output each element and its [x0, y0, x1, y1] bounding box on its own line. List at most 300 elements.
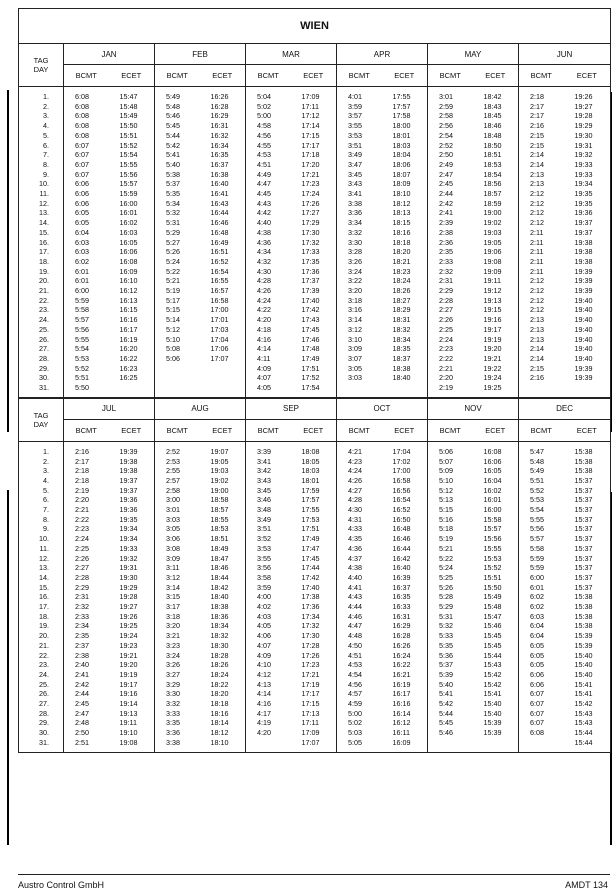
bcmt-time: 2:54 — [439, 130, 453, 140]
ecet-time: 15:43 — [564, 718, 611, 728]
ecet-time — [109, 383, 155, 397]
month-header: FEB — [155, 44, 246, 65]
bcmt-time: 2:38 — [439, 227, 453, 237]
day-column-header — [19, 398, 64, 441]
bcmt-time: 6:04 — [530, 631, 544, 641]
bcmt-time: 2:44 — [439, 189, 453, 199]
bcmt-time: 2:50 — [75, 728, 89, 738]
ecet-time: 17:57 — [291, 495, 337, 505]
day-number: 4. — [19, 476, 64, 486]
ecet-time: 17:48 — [291, 344, 337, 354]
bcmt-time: 2:32 — [75, 602, 89, 612]
bcmt-time: 3:21 — [166, 631, 180, 641]
bcmt-time: 4:16 — [257, 334, 271, 344]
bcmt-time: 2:55 — [166, 466, 180, 476]
ecet-time: 17:14 — [291, 121, 337, 131]
day-number: 20. — [19, 276, 64, 286]
ecet-time: 19:25 — [473, 383, 519, 397]
bcmt-time: 2:38 — [75, 650, 89, 660]
ecet-time: 19:00 — [200, 486, 246, 496]
ecet-time: 16:02 — [109, 218, 155, 228]
bcmt-time: 6:07 — [75, 150, 89, 160]
ecet-time: 18:08 — [291, 441, 337, 456]
bcmt-header: BCMT — [428, 65, 473, 87]
bcmt-time: 4:11 — [257, 353, 271, 363]
bcmt-time: 3:56 — [257, 563, 271, 573]
table-row — [19, 179, 611, 189]
bcmt-time: 6:03 — [75, 237, 89, 247]
bcmt-time: 2:47 — [439, 169, 453, 179]
table-row — [19, 189, 611, 199]
day-number: 11. — [19, 544, 64, 554]
ecet-time: 17:01 — [200, 315, 246, 325]
ecet-time: 16:37 — [382, 583, 428, 593]
bcmt-time — [519, 383, 564, 397]
ecet-time: 15:38 — [564, 441, 611, 456]
ecet-time: 15:41 — [564, 680, 611, 690]
ecet-time: 15:50 — [473, 583, 519, 593]
day-number: 13. — [19, 563, 64, 573]
ecet-time: 16:58 — [382, 476, 428, 486]
bcmt-header: BCMT — [64, 419, 109, 441]
bcmt-time: 2:28 — [439, 295, 453, 305]
day-number: 25. — [19, 325, 64, 335]
bcmt-time: 4:20 — [257, 728, 271, 738]
ecet-time: 16:57 — [200, 286, 246, 296]
bcmt-time: 5:28 — [439, 592, 453, 602]
ecet-time: 17:17 — [291, 141, 337, 151]
bcmt-time: 3:12 — [166, 572, 180, 582]
ecet-time: 18:28 — [200, 651, 246, 661]
ecet-time: 15:45 — [473, 631, 519, 641]
bcmt-time: 4:33 — [348, 524, 362, 534]
bcmt-time: 6:08 — [530, 728, 544, 738]
bcmt-time: 5:58 — [75, 305, 89, 315]
ecet-time: 16:42 — [382, 554, 428, 564]
day-label-tag: TAG — [33, 56, 49, 65]
ecet-time: 16:19 — [109, 335, 155, 345]
ecet-time: 16:50 — [382, 515, 428, 525]
ecet-time: 15:37 — [564, 583, 611, 593]
ecet-time: 19:34 — [109, 534, 155, 544]
section-divider — [19, 752, 611, 753]
day-number: 8. — [19, 160, 64, 170]
ecet-time: 16:28 — [200, 102, 246, 112]
bcmt-time: 5:12 — [166, 324, 180, 334]
ecet-time: 17:38 — [291, 592, 337, 602]
table-row — [19, 689, 611, 699]
bcmt-time: 3:53 — [348, 130, 362, 140]
ecet-time: 18:01 — [382, 131, 428, 141]
ecet-time: 15:49 — [473, 592, 519, 602]
bcmt-time: 4:02 — [257, 602, 271, 612]
bcmt-time: 3:43 — [257, 475, 271, 485]
bcmt-time: 3:05 — [348, 363, 362, 373]
ecet-time: 19:40 — [564, 296, 611, 306]
ecet-time: 16:08 — [109, 257, 155, 267]
bcmt-time: 5:59 — [530, 563, 544, 573]
ecet-time: 17:40 — [291, 296, 337, 306]
ecet-time: 16:31 — [200, 121, 246, 131]
bcmt-time: 2:19 — [75, 485, 89, 495]
bcmt-time: 2:31 — [75, 592, 89, 602]
table-row — [19, 141, 611, 151]
bcmt-time: 3:46 — [257, 495, 271, 505]
bcmt-time: 4:53 — [348, 660, 362, 670]
bcmt-time: 4:26 — [348, 475, 362, 485]
ecet-time — [200, 373, 246, 383]
day-number: 22. — [19, 296, 64, 306]
ecet-time: 19:35 — [564, 199, 611, 209]
bcmt-time: 4:23 — [348, 456, 362, 466]
bcmt-time: 3:05 — [166, 524, 180, 534]
ecet-time: 17:32 — [291, 621, 337, 631]
ecet-time: 19:36 — [109, 495, 155, 505]
table-row — [19, 160, 611, 170]
ecet-time: 16:56 — [382, 486, 428, 496]
ecet-time: 17:21 — [291, 170, 337, 180]
ecet-time: 16:52 — [200, 257, 246, 267]
ecet-time: 17:04 — [382, 441, 428, 456]
month-header: SEP — [246, 398, 337, 419]
ecet-time: 18:03 — [291, 466, 337, 476]
bcmt-time: 3:41 — [257, 456, 271, 466]
bcmt-time: 5:24 — [166, 256, 180, 266]
bcmt-time: 3:57 — [348, 111, 362, 121]
day-number: 30. — [19, 373, 64, 383]
ecet-time: 19:28 — [109, 592, 155, 602]
bcmt-time: 5:37 — [166, 179, 180, 189]
bcmt-time: 6:08 — [75, 121, 89, 131]
bcmt-time: 2:22 — [439, 353, 453, 363]
ecet-time: 19:00 — [473, 208, 519, 218]
bcmt-time: 3:55 — [348, 121, 362, 131]
ecet-time: 19:22 — [473, 364, 519, 374]
table-row — [19, 554, 611, 564]
ecet-time: 18:59 — [473, 199, 519, 209]
bcmt-time: 5:34 — [166, 198, 180, 208]
ecet-time: 18:27 — [382, 296, 428, 306]
ecet-time: 18:54 — [473, 170, 519, 180]
ecet-time: 19:32 — [564, 150, 611, 160]
day-number: 6. — [19, 495, 64, 505]
ecet-header: ECET — [291, 65, 337, 87]
ecet-time: 16:13 — [109, 296, 155, 306]
day-number: 2. — [19, 457, 64, 467]
bcmt-time: 4:12 — [257, 669, 271, 679]
ecet-time: 15:37 — [564, 495, 611, 505]
ecet-time: 17:03 — [200, 325, 246, 335]
bcmt-time: 4:07 — [257, 640, 271, 650]
bcmt-time: 2:13 — [530, 324, 544, 334]
ecet-time: 17:06 — [200, 344, 246, 354]
ecet-time: 19:29 — [109, 583, 155, 593]
ecet-time: 18:13 — [382, 208, 428, 218]
ecet-time: 15:47 — [109, 87, 155, 102]
ecet-time: 19:40 — [564, 335, 611, 345]
bcmt-time: 3:30 — [166, 689, 180, 699]
bcmt-time: 3:34 — [348, 218, 362, 228]
bcmt-time: 2:37 — [75, 640, 89, 650]
bcmt-time: 2:11 — [530, 237, 544, 247]
ecet-time: 16:51 — [200, 247, 246, 257]
ecet-time: 16:06 — [473, 457, 519, 467]
table-row — [19, 364, 611, 374]
ecet-time: 18:12 — [200, 728, 246, 738]
bcmt-time: 2:12 — [530, 218, 544, 228]
table-row — [19, 267, 611, 277]
bcmt-time: 4:09 — [257, 650, 271, 660]
bcmt-time: 5:41 — [166, 150, 180, 160]
bcmt-header: BCMT — [519, 419, 564, 441]
ecet-header: ECET — [473, 419, 519, 441]
bcmt-time: 5:51 — [530, 475, 544, 485]
bcmt-time: 3:28 — [348, 247, 362, 257]
ecet-time: 16:40 — [382, 563, 428, 573]
ecet-time: 19:40 — [564, 344, 611, 354]
ecet-time: 16:37 — [200, 160, 246, 170]
bcmt-time: 4:42 — [257, 208, 271, 218]
bcmt-time: 5:37 — [439, 660, 453, 670]
ecet-time: 15:40 — [473, 699, 519, 709]
ecet-header: ECET — [109, 419, 155, 441]
table-row — [19, 170, 611, 180]
bcmt-time: 2:15 — [530, 363, 544, 373]
day-number: 11. — [19, 189, 64, 199]
bcmt-time: 5:29 — [166, 227, 180, 237]
table-row — [19, 150, 611, 160]
ecet-time: 19:34 — [109, 524, 155, 534]
ecet-time: 15:37 — [564, 563, 611, 573]
ecet-time: 17:20 — [291, 160, 337, 170]
bcmt-time: 5:02 — [257, 101, 271, 111]
bcmt-time: 5:10 — [439, 475, 453, 485]
ecet-time: 17:15 — [291, 699, 337, 709]
ecet-time: 16:41 — [200, 189, 246, 199]
ecet-time: 18:15 — [382, 218, 428, 228]
bcmt-time: 3:00 — [166, 495, 180, 505]
ecet-time: 17:12 — [291, 111, 337, 121]
table-row — [19, 505, 611, 515]
ecet-time: 19:23 — [109, 641, 155, 651]
ecet-time: 18:46 — [473, 121, 519, 131]
bcmt-time: 3:26 — [348, 256, 362, 266]
ecet-time: 19:26 — [564, 87, 611, 102]
table-row — [19, 728, 611, 738]
ecet-time: 15:53 — [473, 554, 519, 564]
ecet-time: 16:46 — [200, 218, 246, 228]
table-row — [19, 102, 611, 112]
day-number: 26. — [19, 335, 64, 345]
bcmt-time: 2:12 — [530, 295, 544, 305]
ecet-time: 16:58 — [200, 296, 246, 306]
bcmt-time: 3:53 — [257, 543, 271, 553]
ecet-time: 19:38 — [109, 457, 155, 467]
ecet-time: 18:01 — [291, 476, 337, 486]
ecet-time: 17:09 — [291, 728, 337, 738]
bcmt-time: 4:22 — [257, 305, 271, 315]
ecet-time: 18:42 — [473, 87, 519, 102]
ecet-time: 18:37 — [382, 354, 428, 364]
month-header-row — [19, 398, 611, 419]
bcmt-time: 6:07 — [530, 689, 544, 699]
day-number: 30. — [19, 728, 64, 738]
ecet-time: 17:45 — [291, 554, 337, 564]
ecet-time: 19:12 — [473, 286, 519, 296]
ecet-time: 18:32 — [382, 325, 428, 335]
ecet-time: 15:41 — [564, 689, 611, 699]
ecet-time: 16:35 — [200, 150, 246, 160]
day-label-day: DAY — [33, 65, 49, 74]
day-number: 7. — [19, 505, 64, 515]
ecet-time: 15:40 — [564, 651, 611, 661]
bcmt-time: 3:42 — [257, 466, 271, 476]
ecet-time: 18:10 — [200, 738, 246, 752]
ecet-time: 19:40 — [564, 354, 611, 364]
bcmt-time: 5:46 — [439, 728, 453, 738]
ecet-time: 16:06 — [109, 247, 155, 257]
bcmt-time: 6:00 — [75, 286, 89, 296]
month-header: MAR — [246, 44, 337, 65]
day-number: 29. — [19, 364, 64, 374]
ecet-time: 15:38 — [564, 602, 611, 612]
day-number: 14. — [19, 573, 64, 583]
ecet-time: 19:02 — [200, 476, 246, 486]
bcmt-time: 4:05 — [257, 621, 271, 631]
ecet-time: 16:20 — [109, 344, 155, 354]
table-row — [19, 515, 611, 525]
day-number: 14. — [19, 218, 64, 228]
ecet-time: 19:39 — [564, 267, 611, 277]
ecet-time: 16:21 — [382, 670, 428, 680]
day-number: 24. — [19, 315, 64, 325]
ecet-time: 16:12 — [382, 718, 428, 728]
bcmt-time: 3:01 — [439, 92, 453, 101]
ecet-time: 16:54 — [382, 495, 428, 505]
ecet-time: 17:02 — [382, 457, 428, 467]
bcmt-time: 6:02 — [75, 256, 89, 266]
table-row — [19, 476, 611, 486]
footer-amendment: AMDT 134 — [565, 880, 608, 890]
table-row — [19, 534, 611, 544]
bcmt-time: 2:24 — [75, 534, 89, 544]
ecet-time: 18:57 — [473, 189, 519, 199]
table-row — [19, 276, 611, 286]
bcmt-time: 5:27 — [166, 237, 180, 247]
ecet-time — [564, 383, 611, 397]
bcmt-time: 5:04 — [257, 92, 271, 101]
bcmt-time: 5:19 — [166, 286, 180, 296]
ecet-time: 16:24 — [382, 651, 428, 661]
bcmt-time: 3:36 — [348, 208, 362, 218]
bcmt-time: 6:08 — [75, 101, 89, 111]
bcmt-time: 3:49 — [348, 150, 362, 160]
ecet-time: 17:24 — [291, 189, 337, 199]
bcmt-time: 3:45 — [257, 485, 271, 495]
bcmt-time: 2:11 — [530, 227, 544, 237]
bcmt-time: 2:14 — [530, 353, 544, 363]
ecet-time: 19:11 — [109, 718, 155, 728]
ecet-time: 18:57 — [200, 505, 246, 515]
bcmt-time: 2:22 — [75, 514, 89, 524]
bcmt-time: 6:03 — [75, 247, 89, 257]
bcmt-time: 2:23 — [75, 524, 89, 534]
day-number: 22. — [19, 651, 64, 661]
ecet-time: 19:08 — [109, 738, 155, 752]
bcmt-time: 5:31 — [166, 218, 180, 228]
timetable — [18, 8, 611, 753]
bcmt-time: 5:36 — [439, 650, 453, 660]
day-number: 3. — [19, 111, 64, 121]
ecet-header: ECET — [473, 65, 519, 87]
day-number: 3. — [19, 466, 64, 476]
ecet-time: 18:29 — [382, 305, 428, 315]
ecet-time: 18:53 — [200, 524, 246, 534]
day-number: 9. — [19, 524, 64, 534]
bcmt-time: 3:51 — [257, 524, 271, 534]
ecet-time: 19:16 — [109, 689, 155, 699]
table-row — [19, 651, 611, 661]
table-row — [19, 583, 611, 593]
bcmt-header: BCMT — [337, 419, 382, 441]
ecet-time: 19:35 — [564, 189, 611, 199]
bcmt-time: 5:55 — [75, 334, 89, 344]
ecet-time: 17:49 — [291, 354, 337, 364]
ecet-time: 15:39 — [473, 718, 519, 728]
bcmt-time: 3:35 — [166, 718, 180, 728]
bcmt-time: 2:16 — [530, 373, 544, 383]
bcmt-time: 2:17 — [530, 101, 544, 111]
bcmt-time: 5:08 — [166, 344, 180, 354]
bcmt-time: 5:10 — [166, 334, 180, 344]
bcmt-time: 6:06 — [75, 179, 89, 189]
bcmt-time: 3:14 — [348, 315, 362, 325]
bcmt-time: 5:12 — [439, 485, 453, 495]
day-number: 23. — [19, 660, 64, 670]
bcmt-time — [155, 373, 200, 383]
table-row — [19, 315, 611, 325]
ecet-time — [473, 738, 519, 752]
table-row — [19, 441, 611, 456]
ecet-time: 18:22 — [200, 680, 246, 690]
day-number: 10. — [19, 534, 64, 544]
bcmt-time: 5:42 — [439, 699, 453, 709]
ecet-time: 16:52 — [382, 505, 428, 515]
day-number: 10. — [19, 179, 64, 189]
bcmt-time: 2:41 — [75, 669, 89, 679]
ecet-time: 18:26 — [200, 660, 246, 670]
bcmt-time: 2:34 — [75, 621, 89, 631]
day-number: 8. — [19, 515, 64, 525]
bcmt-time: 5:29 — [439, 602, 453, 612]
day-number: 31. — [19, 383, 64, 397]
ecet-time: 15:37 — [564, 534, 611, 544]
bcmt-time: 3:33 — [166, 708, 180, 718]
ecet-time: 19:27 — [109, 602, 155, 612]
bcmt-time: 5:48 — [166, 101, 180, 111]
bcmt-time: 3:48 — [257, 505, 271, 515]
bcmt-time: 4:40 — [257, 218, 271, 228]
ecet-time: 15:37 — [564, 515, 611, 525]
bcmt-time: 3:59 — [348, 101, 362, 111]
bcmt-time: 3:24 — [348, 266, 362, 276]
ecet-time: 18:53 — [473, 160, 519, 170]
ecet-time: 16:03 — [109, 228, 155, 238]
table-row — [19, 699, 611, 709]
bcmt-time: 4:54 — [348, 669, 362, 679]
bcmt-time: 2:40 — [75, 660, 89, 670]
ecet-time: 15:38 — [564, 621, 611, 631]
